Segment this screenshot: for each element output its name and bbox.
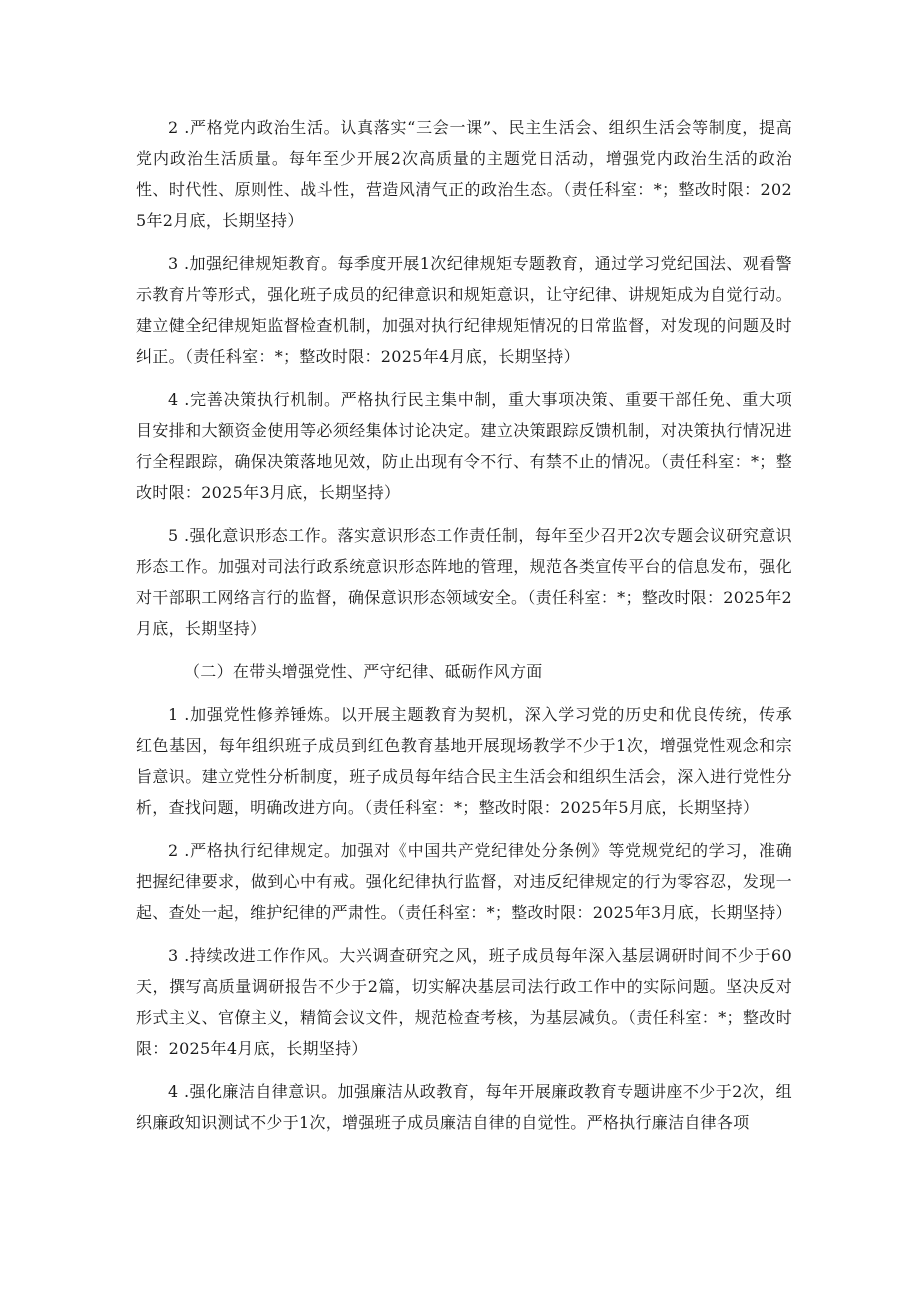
- paragraph-item-3-work-style: 3 .持续改进工作作风。大兴调查研究之风，班子成员每年深入基层调研时间不少于60天，撰写高质量调研报告不少于2篇，切实解决基层司法行政工作中的实际问题。坚决反对形式主义、官僚主义，精简会议文件，规范检查考核，为基层减负。（责任科室：*；整改时限：2025年4月底，长期坚持）: [136, 946, 792, 1058]
- paragraph-item-5-ideology-work: 5 .强化意识形态工作。落实意识形态工作责任制，每年至少召开2次专题会议研究意识形态工作。加强对司法行政系统意识形态阵地的管理，规范各类宣传平台的信息发布，强化对干部职工网络言行的监督，确保意识形态领域安全。（责任科室：*；整改时限：2025年2月底，长期坚持）: [136, 526, 792, 638]
- paragraph-item-4-decision-mechanism: 4 .完善决策执行机制。严格执行民主集中制，重大事项决策、重要干部任免、重大项目安排和大额资金使用等必须经集体讨论决定。建立决策跟踪反馈机制，对决策执行情况进行全程跟踪，确保决策落地见效，防止出现有令不行、有禁不止的情况。（责任科室：*；整改时限：2025年3月底，长期坚持）: [136, 390, 792, 502]
- paragraph-item-2-political-life: 2 .严格党内政治生活。认真落实“三会一课”、民主生活会、组织生活会等制度，提高党内政治生活质量。每年至少开展2次高质量的主题党日活动，增强党内政治生活的政治性、时代性、原则性、战斗性，营造风清气正的政治生态。（责任科室：*；整改时限：2025年2月底，长期坚持）: [136, 118, 792, 230]
- document-body: [136, 112, 792, 1150]
- paragraph-item-2-discipline-rules: 2 .严格执行纪律规定。加强对《中国共产党纪律处分条例》等党规党纪的学习，准确把握纪律要求，做到心中有戒。强化纪律执行监督，对违反纪律规定的行为零容忍，发现一起、查处一起，维护纪律的严肃性。（责任科室：*；整改时限：2025年3月底，长期坚持）: [136, 841, 792, 922]
- paragraph-item-3-discipline-education: 3 .加强纪律规矩教育。每季度开展1次纪律规矩专题教育，通过学习党纪国法、观看警示教育片等形式，强化班子成员的纪律意识和规矩意识，让守纪律、讲规矩成为自觉行动。建立健全纪律规矩监督检查机制，加强对执行纪律规矩情况的日常监督，对发现的问题及时纠正。（责任科室：*；整改时限：2025年4月底，长期坚持）: [136, 254, 792, 366]
- section-heading-2: （二）在带头增强党性、严守纪律、砥砺作风方面: [184, 662, 543, 681]
- paragraph-item-1-party-spirit: 1 .加强党性修养锤炼。以开展主题教育为契机，深入学习党的历史和优良传统，传承红色基因，每年组织班子成员到红色教育基地开展现场教学不少于1次，增强党性观念和宗旨意识。建立党性分析制度，班子成员每年结合民主生活会和组织生活会，深入进行党性分析，查找问题，明确改进方向。（责任科室：*；整改时限：2025年5月底，长期坚持）: [136, 705, 792, 817]
- paragraph-item-4-integrity: 4 .强化廉洁自律意识。加强廉洁从政教育，每年开展廉政教育专题讲座不少于2次，组织廉政知识测试不少于1次，增强班子成员廉洁自律的自觉性。严格执行廉洁自律各项: [136, 1082, 792, 1132]
